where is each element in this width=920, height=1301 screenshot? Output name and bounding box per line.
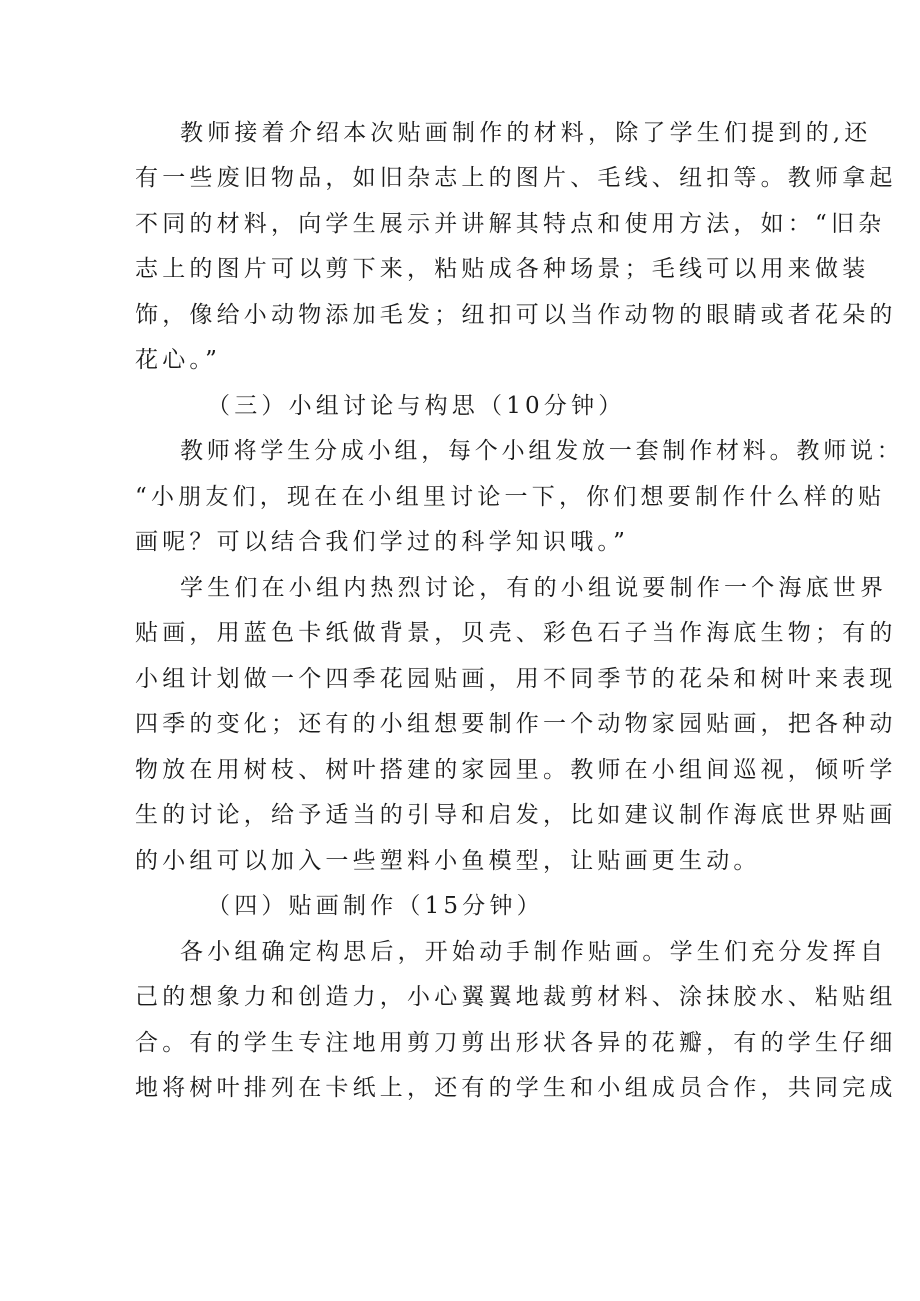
paragraph-3-line-4: 四季的变化；还有的小组想要制作一个动物家园贴画，把各种动 xyxy=(135,711,897,737)
paragraph-2-line-1: 教师将学生分成小组，每个小组发放一套制作材料。教师说： xyxy=(180,438,904,464)
paragraph-2-line-3: 画呢？可以结合我们学过的科学知识哦。” xyxy=(135,529,630,555)
paragraph-1-line-1: 教师接着介绍本次贴画制作的材料，除了学生们提到的,还 xyxy=(180,120,872,146)
section-heading-4: （四）贴画制作（15分钟） xyxy=(207,893,544,919)
paragraph-1-line-3: 不同的材料，向学生展示并讲解其特点和使用方法，如：“旧杂 xyxy=(135,211,886,237)
paragraph-3-line-2: 贴画，用蓝色卡纸做背景，贝壳、彩色石子当作海底生物；有的 xyxy=(135,620,897,646)
paragraph-3-line-5: 物放在用树枝、树叶搭建的家园里。教师在小组间巡视，倾听学 xyxy=(135,757,897,783)
paragraph-3-line-3: 小组计划做一个四季花园贴画，用不同季节的花朵和树叶来表现 xyxy=(135,666,897,692)
paragraph-3-line-1: 学生们在小组内热烈讨论，有的小组说要制作一个海底世界 xyxy=(180,575,888,601)
paragraph-1-line-2: 有一些废旧物品，如旧杂志上的图片、毛线、纽扣等。教师拿起 xyxy=(135,165,897,191)
paragraph-4-line-2: 己的想象力和创造力，小心翼翼地裁剪材料、涂抹胶水、粘贴组 xyxy=(135,984,897,1010)
paragraph-2-line-2: “小朋友们，现在在小组里讨论一下，你们想要制作什么样的贴 xyxy=(135,484,886,510)
paragraph-1-line-4: 志上的图片可以剪下来，粘贴成各种场景；毛线可以用来做装 xyxy=(135,256,870,282)
paragraph-3-line-7: 的小组可以加入一些塑料小鱼模型，让贴画更生动。 xyxy=(135,848,761,874)
paragraph-1-line-5: 饰，像给小动物添加毛发；纽扣可以当作动物的眼睛或者花朵的 xyxy=(135,302,897,328)
section-heading-3: （三）小组讨论与构思（10分钟） xyxy=(207,393,626,419)
paragraph-4-line-1: 各小组确定构思后，开始动手制作贴画。学生们充分发挥自 xyxy=(180,939,888,965)
paragraph-1-line-6: 花心。” xyxy=(135,347,222,373)
paragraph-4-line-4: 地将树叶排列在卡纸上，还有的学生和小组成员合作，共同完成 xyxy=(135,1075,897,1101)
paragraph-3-line-6: 生的讨论，给予适当的引导和启发，比如建议制作海底世界贴画 xyxy=(135,802,897,828)
paragraph-4-line-3: 合。有的学生专注地用剪刀剪出形状各异的花瓣，有的学生仔细 xyxy=(135,1030,897,1056)
